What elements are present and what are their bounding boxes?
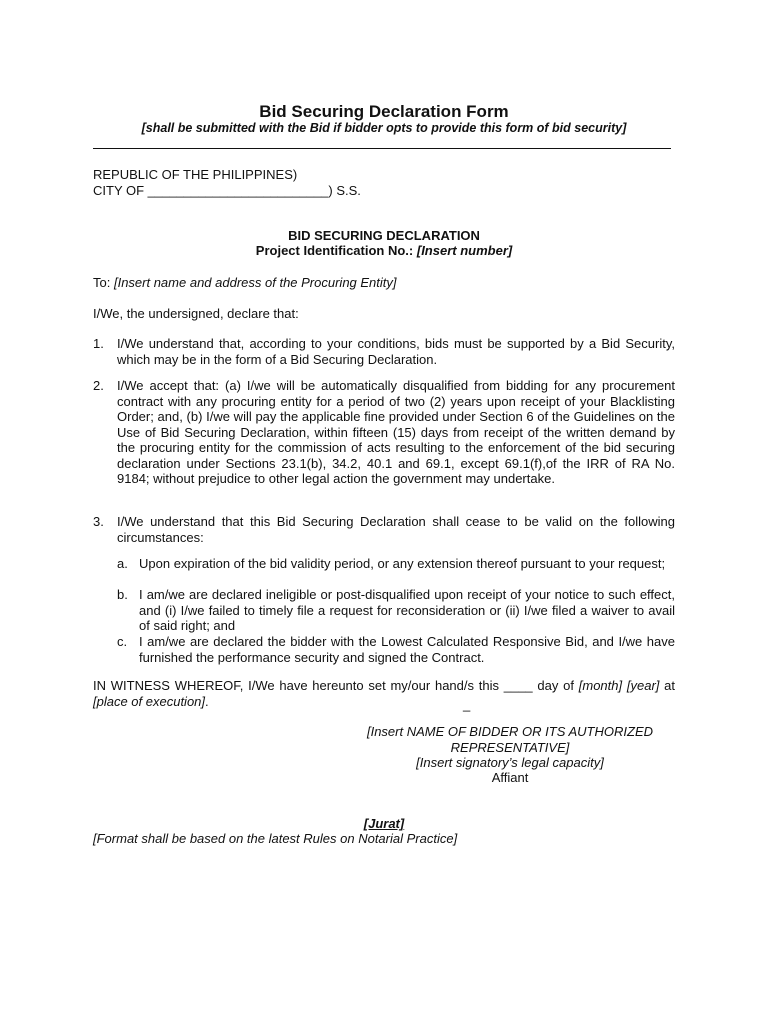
list-item-number: 3. [93, 514, 104, 529]
jurat-note: [Format shall be based on the latest Rules on Notarial Practice] [93, 831, 458, 846]
project-id-value: [Insert number] [416, 243, 513, 258]
addressee-label: To: [93, 275, 114, 290]
document-title: Bid Securing Declaration Form [259, 102, 509, 121]
list-item-number: 2. [93, 378, 104, 393]
sub-list-item-text: Upon expiration of the bid validity period, or any extension thereof pursuant to your request; [139, 556, 666, 571]
intro-text: I/We, the undersigned, declare that: [93, 306, 299, 321]
witness-place: [place of execution] [93, 693, 206, 709]
project-identification [0, 243, 768, 259]
list-item-number: 1. [93, 336, 104, 351]
list-item [93, 336, 675, 367]
document-subtitle: [shall be submitted with the Bid if bidder opts to provide this form of bid security] [141, 121, 627, 135]
sub-list-item [117, 587, 675, 634]
sub-list-item-letter: c. [117, 634, 128, 649]
sub-list-item [117, 556, 675, 572]
declaration-heading: BID SECURING DECLARATION [288, 228, 480, 243]
sub-list-item-letter: a. [117, 556, 128, 571]
addressee-value: [Insert name and address of the Procuring Entity] [113, 275, 397, 290]
jurat-title: [Jurat] [363, 816, 405, 831]
witness-text-3: . [205, 693, 209, 709]
list-item [93, 378, 675, 487]
witness-text-2: at [659, 678, 675, 693]
header-divider [93, 148, 671, 149]
venue-line-1: REPUBLIC OF THE PHILIPPINES) [93, 167, 298, 182]
list-item [93, 514, 675, 545]
sub-list-item-letter: b. [117, 587, 128, 602]
list-item-text: I/We understand that this Bid Securing Declaration shall cease to be valid on the following circumstances: [117, 514, 675, 545]
witness-month: [month] [578, 678, 623, 693]
list-item-text: I/We understand that, according to your conditions, bids must be supported by a Bid Security, which may be in the form of a Bid Securing Declaration. [117, 336, 675, 367]
project-id-label: Project Identification No.: [255, 243, 417, 258]
sub-list-item-text: I am/we are declared the bidder with the Lowest Calculated Responsive Bid, and I/we have furnished the performance security and signed the Contract. [139, 634, 675, 665]
list-item-text: I/We accept that: (a) I/we will be automatically disqualified from bidding for any procurement contract with any procuring entity for a period of two (2) years upon receipt of your Blacklisting Order; and, (b) I/we will pay the applicable fine provided under Section 6 of the Guidelines on the Use of Bid Securing Declaration, within fifteen (15) days from receipt of the written demand by the procuring entity for the commission of acts resulting to the enforcement of the bid securing declaration under Sections 23.1(b), 34.2, 40.1 and 69.1, except 69.1(f),of the IRR of RA No. 9184; without prejudice to other legal action the government may undertake. [117, 378, 675, 486]
addressee-line [93, 275, 675, 291]
venue-line-2: CITY OF _________________________) S.S. [93, 183, 361, 198]
witness-mark: _ [463, 697, 471, 712]
witness-text-1: IN WITNESS WHEREOF, I/We have hereunto set my/our hand/s this ____ day of [93, 678, 579, 693]
jurat-title-row [0, 816, 768, 832]
witness-clause [93, 678, 675, 709]
witness-year: [year] [626, 678, 660, 693]
signatory-capacity-placeholder: [Insert signatory’s legal capacity] [416, 755, 604, 770]
sub-list-item-text: I am/we are declared ineligible or post-disqualified upon receipt of your notice to such effect, and (i) I/we failed to timely file a request for reconsideration or (ii) I/we filed a waiver to avail of said right; and [139, 587, 675, 633]
signatory-name-placeholder: [Insert NAME OF BIDDER OR ITS AUTHORIZED REPRESENTATIVE] [366, 724, 654, 755]
affiant-label: Affiant [491, 770, 529, 785]
sub-list-item [117, 634, 675, 665]
